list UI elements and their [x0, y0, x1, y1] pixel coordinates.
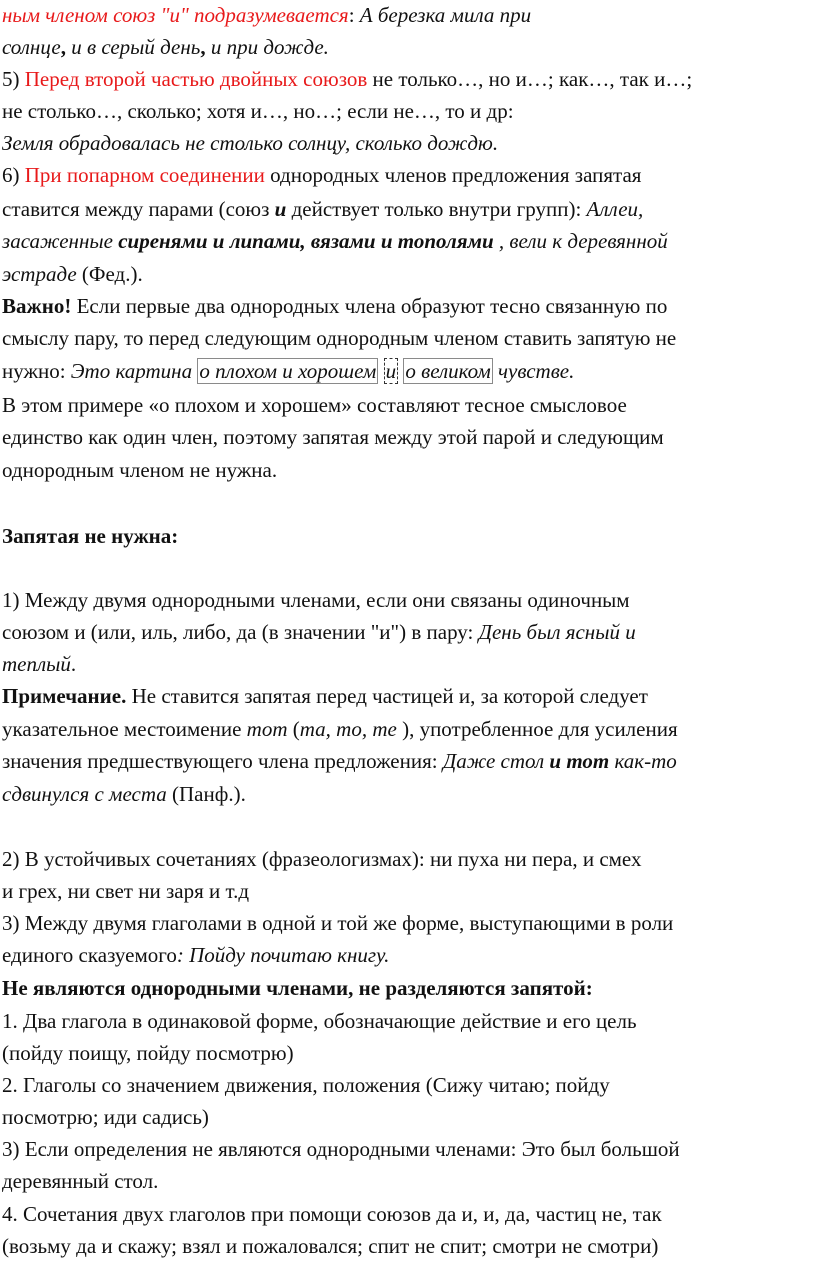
no-comma-item1-text: союзом и (или, иль, либо, да (в значении "и") в пару: — [2, 620, 479, 644]
rule6-rest1: однородных членов предложения запятая — [264, 163, 642, 187]
rule6-line3 — [2, 228, 668, 254]
note-text2a: указательное местоимение — [2, 717, 247, 741]
note-example1: Даже стол — [442, 749, 550, 773]
note-forms: та, то, те — [299, 717, 397, 741]
rule6-rest2a: ставится между парами (союз — [2, 197, 275, 221]
no-comma-heading-text: Запятая не нужна: — [2, 524, 179, 548]
rule6-example2c: , вели к деревянной — [493, 229, 668, 253]
note-text1: Не ставится запятая перед частицей и, за которой следует — [126, 684, 648, 708]
rule6-example2b: сиренями и липами, вязами и тополями — [118, 229, 494, 253]
rule5-example — [2, 130, 498, 156]
p1-colon: : — [348, 3, 355, 27]
note-example-bold: и тот — [549, 749, 610, 773]
rule6-red-text: При попарном соединении — [24, 163, 265, 187]
rule5-line2: не столько…, сколько; хотя и…, но…; если не…, то и др: — [2, 99, 514, 123]
rule6-line2 — [2, 196, 643, 222]
no-comma-item3-example: Пойду почитаю книгу. — [183, 943, 390, 967]
rule5-red-text: Перед второй частью двойных союзов — [24, 67, 368, 91]
rule6-example2a: засаженные — [2, 229, 119, 253]
important-box-i: и — [385, 359, 397, 383]
p1-example-a: А березка мила при — [359, 3, 532, 27]
important-box1: о плохом и хорошем — [199, 359, 377, 383]
no-comma-item3-line1: 3) Между двумя глаголами в одной и той же форме, выступающими в роли — [2, 911, 674, 935]
note-label: Примечание. — [2, 684, 127, 708]
no-comma-item2-line2: и грех, ни свет ни заря и т.д — [2, 879, 250, 903]
p1-line1 — [2, 2, 531, 28]
note-source: (Панф.). — [166, 782, 246, 806]
note-example2: как-то — [609, 749, 677, 773]
important-line1 — [2, 293, 667, 319]
p1-example-c: и в серый день — [65, 35, 201, 59]
not-homog-line5: 3) Если определения не являются однородными членами: Это был большой — [2, 1137, 680, 1161]
important-box2: о великом — [405, 359, 491, 383]
note-paren-open: ( — [287, 717, 300, 741]
rule6-example1: Аллеи, — [586, 197, 644, 221]
rule5-example-text: Земля обрадовалась не столько солнцу, сколько дождю. — [2, 131, 499, 155]
rule6-union: и — [274, 197, 287, 221]
p1-comma2: , — [200, 35, 206, 59]
no-comma-item1-line1: 1) Между двумя однородными членами, если они связаны одиночным — [2, 588, 630, 612]
important-t3a: нужно: — [2, 359, 71, 383]
not-homog-line7: 4. Сочетания двух глаголов при помощи союзов да и, и, да, частиц не, так — [2, 1202, 662, 1226]
important-example-a: Это картина — [70, 359, 198, 383]
no-comma-item3-colon: : — [176, 943, 184, 967]
note-line3 — [2, 748, 677, 774]
important-example-b: чувстве. — [492, 359, 575, 383]
not-homog-line1: 1. Два глагола в одинаковой форме, обозначающие действие и его цель — [2, 1009, 637, 1033]
no-comma-item3-line2 — [2, 942, 389, 968]
rule6-rest2b: действует только внутри групп): — [286, 197, 587, 221]
rule5-number: 5) — [2, 67, 25, 91]
no-comma-item1-line3 — [2, 651, 76, 677]
note-line4 — [2, 781, 246, 807]
rule6-example3: эстраде — [2, 262, 77, 286]
not-homog-heading — [2, 975, 593, 1001]
no-comma-item1-line2 — [2, 619, 636, 645]
note-line1 — [2, 683, 648, 709]
note-text3a: значения предшествующего члена предложения: — [2, 749, 443, 773]
important-label: Важно! — [2, 294, 72, 318]
important-expl1: В этом примере «о плохом и хорошем» составляют тесное смысловое — [2, 393, 627, 417]
no-comma-item2-line1: 2) В устойчивых сочетаниях (фразеологизмах): ни пуха ни пера, и смех — [2, 847, 642, 871]
important-t1: Если первые два однородных члена образуют тесно связанную по — [71, 294, 668, 318]
no-comma-item1-example: День был ясный и — [478, 620, 636, 644]
note-example3: сдвинулся с места — [2, 782, 167, 806]
rule5-line1 — [2, 66, 692, 92]
rule5-rest1: не только…, но и…; как…, так и…; — [367, 67, 693, 91]
note-paren-close: ), употребленное для усиления — [396, 717, 678, 741]
no-comma-item1-example-end: теплый — [2, 652, 71, 676]
p1-comma1: , — [60, 35, 66, 59]
not-homog-line8: (возьму да и скажу; взял и пожаловался; спит не спит; смотри не смотри) — [2, 1234, 659, 1258]
p1-red-text: ным членом союз "и" подразумевается — [2, 3, 349, 27]
rule6-number: 6) — [2, 163, 25, 187]
important-line3 — [2, 358, 574, 384]
important-line2: смыслу пару, то перед следующим однородным членом ставить запятую не — [2, 326, 677, 350]
important-expl2: единство как один член, поэтому запятая между этой парой и следующим — [2, 425, 664, 449]
not-homog-line3: 2. Глаголы со значением движения, положения (Сижу читаю; пойду — [2, 1073, 610, 1097]
note-tot: тот — [246, 717, 288, 741]
rule6-line1 — [2, 162, 641, 188]
not-homog-line6: деревянный стол. — [2, 1169, 159, 1193]
p1-example-b: солнце — [2, 35, 61, 59]
rule6-source: (Фед.). — [76, 262, 143, 286]
no-comma-item3-text: единого сказуемого — [2, 943, 177, 967]
p1-example-d: и при дожде. — [205, 35, 329, 59]
important-expl3: однородным членом не нужна. — [2, 458, 278, 482]
not-homog-line4: посмотрю; иди садись) — [2, 1105, 209, 1129]
rule6-line4 — [2, 261, 143, 287]
not-homog-line2: (пойду поищу, пойду посмотрю) — [2, 1041, 294, 1065]
note-line2 — [2, 716, 678, 742]
no-comma-item1-dot: . — [70, 652, 77, 676]
p1-line2 — [2, 34, 329, 60]
not-homog-heading-text: Не являются однородными членами, не разделяются запятой: — [2, 976, 593, 1000]
no-comma-heading — [2, 523, 178, 549]
